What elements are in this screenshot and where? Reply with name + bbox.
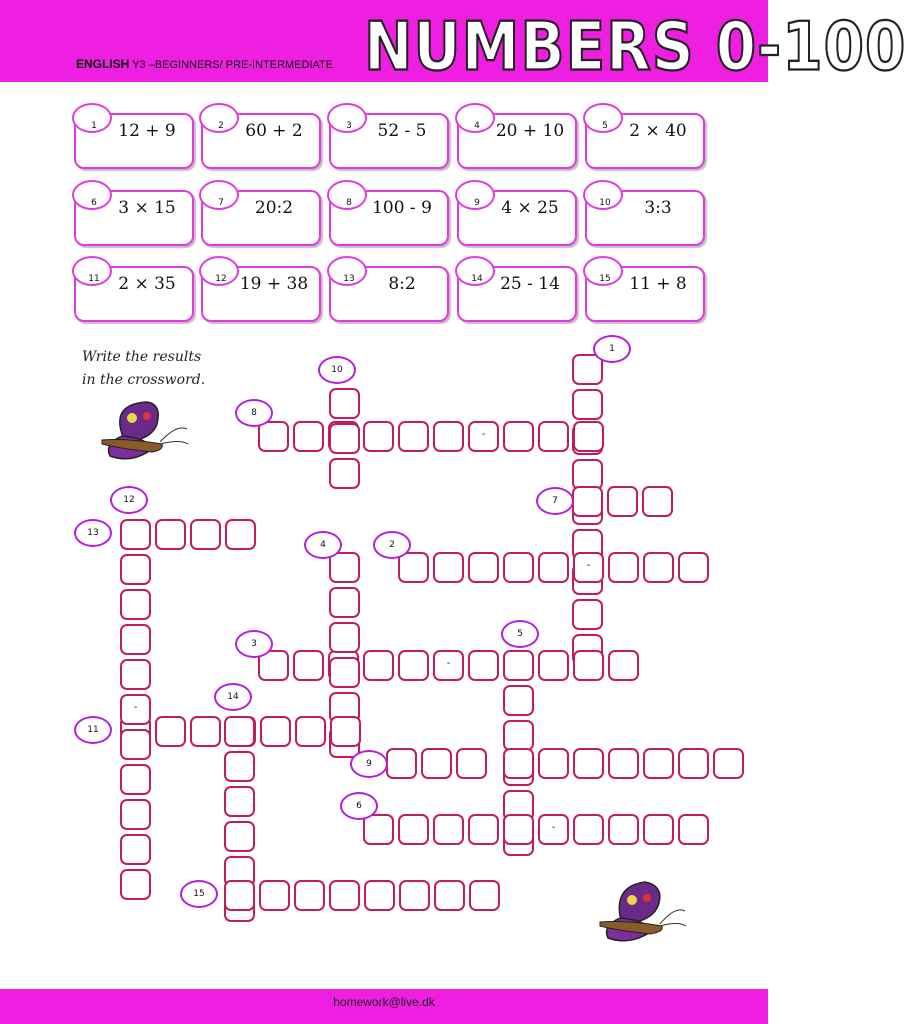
grid-clue-number-2 [373, 531, 411, 559]
crossword-cell[interactable] [503, 421, 534, 452]
grid-clue-number-label: 13 [87, 528, 99, 538]
instructions-line-1: Write the results [82, 349, 202, 365]
crossword-cell[interactable] [573, 748, 604, 779]
grid-clue-number-label: 15 [193, 889, 205, 899]
crossword-cell[interactable] [329, 423, 360, 454]
clue-number: 6 [91, 198, 97, 208]
hyphen-mark: - [586, 560, 591, 571]
subtitle [76, 57, 333, 71]
crossword-cell[interactable] [468, 421, 499, 452]
clue-expression: 2 × 40 [629, 121, 687, 141]
crossword-cell[interactable] [120, 624, 151, 655]
footer-bar [0, 989, 768, 1024]
clue-number: 1 [91, 121, 97, 131]
crossword-cell[interactable] [260, 716, 291, 747]
crossword-cell[interactable] [433, 421, 464, 452]
clue-expression: 2 × 35 [118, 274, 176, 294]
clue-number: 2 [218, 121, 224, 131]
crossword-cell[interactable] [573, 552, 604, 583]
grid-clue-number-9 [350, 750, 388, 778]
grid-clue-number-label: 7 [552, 496, 558, 506]
grid-clue-number-label: 6 [356, 801, 362, 811]
crossword-cell[interactable] [608, 552, 639, 583]
clue-card-1 [74, 113, 194, 169]
crossword-cell[interactable] [258, 421, 289, 452]
crossword-cell[interactable] [293, 421, 324, 452]
hyphen-mark: - [133, 702, 138, 713]
clue-card-12 [201, 266, 321, 322]
clue-expression: 100 - 9 [372, 198, 432, 218]
crossword-cell[interactable] [120, 519, 151, 550]
crossword-cell[interactable] [503, 552, 534, 583]
grid-clue-number-label: 4 [320, 540, 326, 550]
clue-expression: 3 × 15 [118, 198, 176, 218]
clue-card-9 [457, 190, 577, 246]
grid-clue-number-label: 14 [227, 692, 239, 702]
grid-clue-number-label: 5 [517, 629, 523, 639]
subject-label: ENGLISH [76, 57, 130, 71]
crossword-cell[interactable] [363, 650, 394, 681]
grid-clue-number-13 [74, 519, 112, 547]
crossword-cell[interactable] [329, 587, 360, 618]
crossword-cell[interactable] [607, 486, 638, 517]
butterfly-icon [92, 394, 192, 464]
crossword-cell[interactable] [224, 786, 255, 817]
clue-expression: 19 + 38 [239, 274, 309, 294]
crossword-cell[interactable] [329, 657, 360, 688]
grid-clue-number-label: 3 [251, 639, 257, 649]
crossword-cell[interactable] [398, 421, 429, 452]
grid-clue-number-3 [235, 630, 273, 658]
clue-number: 5 [602, 121, 608, 131]
crossword-cell[interactable] [678, 552, 709, 583]
crossword-cell[interactable] [433, 552, 464, 583]
crossword-cell[interactable] [538, 650, 569, 681]
clue-card-5 [585, 113, 705, 169]
clue-expression: 20 + 10 [495, 121, 565, 141]
clue-number: 3 [346, 121, 352, 131]
clue-card-15 [585, 266, 705, 322]
crossword-cell[interactable] [224, 821, 255, 852]
crossword-cell[interactable] [608, 814, 639, 845]
hyphen-mark: - [481, 429, 486, 440]
crossword-cell[interactable] [120, 799, 151, 830]
clue-card-7 [201, 190, 321, 246]
crossword-cell[interactable] [469, 880, 500, 911]
clue-number: 8 [346, 198, 352, 208]
crossword-cell[interactable] [293, 650, 324, 681]
grid-clue-number-5 [501, 620, 539, 648]
crossword-cell[interactable] [329, 622, 360, 653]
clue-expression: 12 + 9 [118, 121, 176, 141]
clue-card-8 [329, 190, 449, 246]
clue-number: 14 [471, 274, 483, 284]
crossword-cell[interactable] [433, 650, 464, 681]
crossword-cell[interactable] [363, 814, 394, 845]
clue-expression: 11 + 8 [629, 274, 687, 294]
clue-expression: 3:3 [644, 198, 672, 218]
clue-card-6 [74, 190, 194, 246]
crossword-cell[interactable] [608, 748, 639, 779]
hyphen-mark: - [551, 822, 556, 833]
grid-clue-number-label: 9 [366, 759, 372, 769]
crossword-cell[interactable] [643, 814, 674, 845]
crossword-cell[interactable] [225, 519, 256, 550]
crossword-cell[interactable] [120, 659, 151, 690]
crossword-cell[interactable] [155, 716, 186, 747]
crossword-cell[interactable] [224, 716, 255, 747]
clue-number: 11 [88, 274, 100, 284]
grid-clue-number-label: 12 [123, 495, 135, 505]
grid-clue-number-4 [304, 531, 342, 559]
crossword-cell[interactable] [190, 716, 221, 747]
crossword-cell[interactable] [713, 748, 744, 779]
grid-clue-number-label: 10 [331, 365, 343, 375]
crossword-cell[interactable] [468, 814, 499, 845]
crossword-cell[interactable] [503, 685, 534, 716]
crossword-cell[interactable] [399, 880, 430, 911]
clue-card-10 [585, 190, 705, 246]
grid-clue-number-14 [214, 683, 252, 711]
clue-number: 7 [218, 198, 224, 208]
page-title: NUMBERS 0-100 [364, 7, 906, 86]
clue-number: 12 [215, 274, 227, 284]
clue-number: 13 [343, 274, 355, 284]
crossword-cell[interactable] [330, 716, 361, 747]
level-label: Y3 –BEGINNERS/ PRE-INTERMEDIATE [129, 59, 334, 71]
clue-card-3 [329, 113, 449, 169]
crossword-cell[interactable] [573, 814, 604, 845]
crossword-cell[interactable] [643, 552, 674, 583]
crossword-cell[interactable] [329, 388, 360, 419]
crossword-cell[interactable] [678, 814, 709, 845]
crossword-cell[interactable] [642, 486, 673, 517]
crossword-cell[interactable] [363, 421, 394, 452]
grid-clue-number-11 [74, 716, 112, 744]
crossword-cell[interactable] [468, 650, 499, 681]
crossword-cell[interactable] [295, 716, 326, 747]
crossword-cell[interactable] [398, 650, 429, 681]
crossword-cell[interactable] [573, 421, 604, 452]
crossword-cell[interactable] [120, 554, 151, 585]
clue-card-11 [74, 266, 194, 322]
clue-expression: 8:2 [388, 274, 416, 294]
grid-clue-number-label: 1 [609, 344, 615, 354]
clue-expression: 60 + 2 [245, 121, 303, 141]
clue-number: 4 [474, 121, 480, 131]
crossword-cell[interactable] [120, 764, 151, 795]
clue-expression: 52 - 5 [377, 121, 427, 141]
crossword-cell[interactable] [224, 751, 255, 782]
crossword-cell[interactable] [398, 814, 429, 845]
grid-clue-number-label: 2 [389, 540, 395, 550]
grid-clue-number-label: 11 [87, 725, 99, 735]
crossword-cell[interactable] [364, 880, 395, 911]
crossword-cell[interactable] [224, 880, 255, 911]
crossword-cell[interactable] [538, 748, 569, 779]
crossword-cell[interactable] [538, 421, 569, 452]
crossword-cell[interactable] [120, 589, 151, 620]
clue-card-2 [201, 113, 321, 169]
crossword-cell[interactable] [386, 748, 417, 779]
clue-expression: 4 × 25 [501, 198, 559, 218]
grid-clue-number-6 [340, 792, 378, 820]
crossword-cell[interactable] [678, 748, 709, 779]
crossword-cell[interactable] [434, 880, 465, 911]
crossword-cell[interactable] [190, 519, 221, 550]
crossword-cell[interactable] [468, 552, 499, 583]
grid-clue-number-7 [536, 487, 574, 515]
crossword-cell[interactable] [572, 599, 603, 630]
grid-clue-number-label: 8 [251, 408, 257, 418]
crossword-cell[interactable] [294, 880, 325, 911]
crossword-cell[interactable] [120, 694, 151, 725]
clue-expression: 25 - 14 [500, 274, 560, 294]
crossword-cell[interactable] [608, 650, 639, 681]
crossword-cell[interactable] [120, 834, 151, 865]
grid-clue-number-10 [318, 356, 356, 384]
crossword-cell[interactable] [573, 650, 604, 681]
grid-clue-number-12 [110, 486, 148, 514]
crossword-cell[interactable] [329, 880, 360, 911]
clue-card-13 [329, 266, 449, 322]
crossword-cell[interactable] [456, 748, 487, 779]
clue-card-4 [457, 113, 577, 169]
crossword-cell[interactable] [503, 814, 534, 845]
instructions [82, 346, 205, 392]
clue-number: 9 [474, 198, 480, 208]
clue-number: 10 [599, 198, 611, 208]
clue-expression: 20:2 [254, 198, 294, 218]
crossword-cell[interactable] [538, 814, 569, 845]
crossword-cell[interactable] [421, 748, 452, 779]
crossword-cell[interactable] [503, 748, 534, 779]
butterfly-icon [590, 876, 690, 946]
crossword-cell[interactable] [259, 880, 290, 911]
crossword-cell[interactable] [503, 650, 534, 681]
grid-clue-number-8 [235, 399, 273, 427]
crossword-cell[interactable] [433, 814, 464, 845]
crossword-cell[interactable] [572, 389, 603, 420]
instructions-line-2: in the crossword. [82, 372, 206, 388]
crossword-cell[interactable] [538, 552, 569, 583]
crossword-cell[interactable] [503, 720, 534, 751]
hyphen-mark: - [446, 658, 451, 669]
crossword-cell[interactable] [120, 869, 151, 900]
grid-clue-number-15 [180, 880, 218, 908]
grid-clue-number-1 [593, 335, 631, 363]
crossword-cell[interactable] [329, 458, 360, 489]
footer-email: homework@live.dk [333, 995, 435, 1009]
clue-card-14 [457, 266, 577, 322]
clue-number: 15 [599, 274, 611, 284]
crossword-cell[interactable] [572, 486, 603, 517]
crossword-cell[interactable] [643, 748, 674, 779]
crossword-cell[interactable] [155, 519, 186, 550]
crossword-cell[interactable] [120, 729, 151, 760]
